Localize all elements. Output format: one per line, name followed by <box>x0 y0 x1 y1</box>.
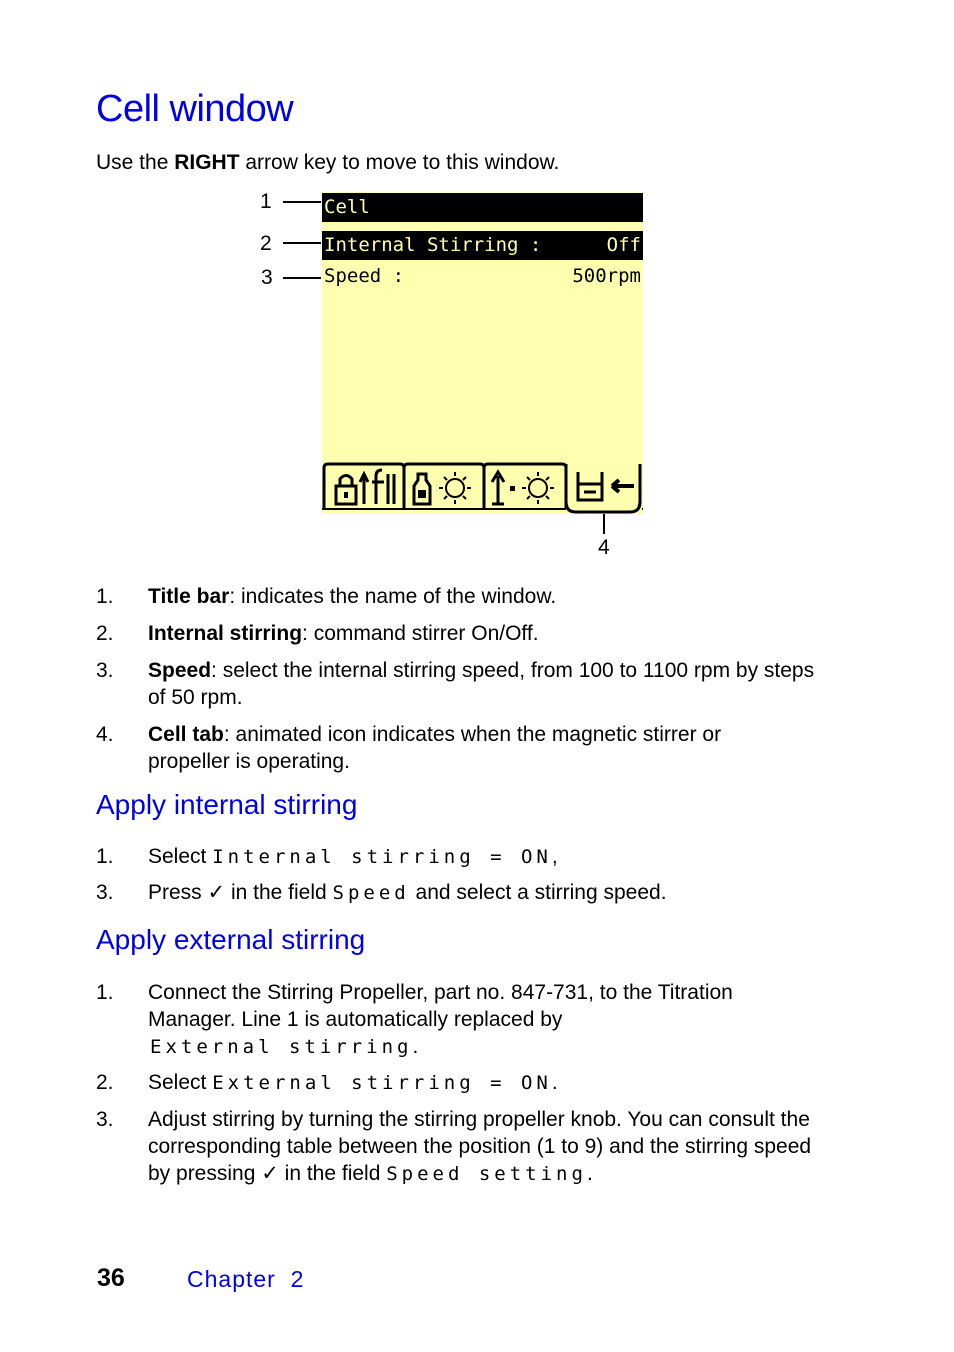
lcd-row2-value: 500rpm <box>572 265 641 287</box>
callout-1-line <box>283 201 321 203</box>
legend-item <box>148 583 828 610</box>
legend-num: 1. <box>96 585 114 608</box>
lcd-title-bar <box>322 193 643 222</box>
step-num: 2. <box>96 1071 114 1094</box>
lock-key-icon[interactable] <box>324 464 404 508</box>
step-pre: Connect the Stirring Propeller, part no. 847-731, to the Titration Manager. Line 1 is automatically replaced by <box>148 981 733 1031</box>
callout-3: 3 <box>261 266 273 289</box>
step-code: External stirring = ON <box>212 1072 552 1094</box>
step-post: and select a stirring speed. <box>409 881 667 904</box>
step-num: 3. <box>96 881 114 904</box>
cell-stirrer-icon[interactable] <box>566 464 642 512</box>
step-code: Internal stirring = ON <box>212 846 552 868</box>
step-num: 1. <box>96 845 114 868</box>
step-pre: Press ✓ in the field <box>148 881 333 904</box>
step-code: Speed <box>332 882 410 904</box>
chapter-label: Chapter 2 <box>187 1266 305 1292</box>
lcd-title: Cell <box>324 196 370 218</box>
callout-1: 1 <box>260 190 272 213</box>
step-item <box>148 1069 828 1097</box>
step-item <box>148 1106 828 1188</box>
page-title: Cell window <box>96 88 294 130</box>
legend-item <box>148 657 828 711</box>
step-pre: Select <box>148 1071 213 1094</box>
step-post: . <box>586 1162 593 1185</box>
legend-term: Title bar <box>148 585 230 608</box>
lcd-row1-value: Off <box>606 234 641 256</box>
lcd-row-internal-stirring[interactable] <box>322 231 643 260</box>
step-post: , <box>551 845 558 868</box>
step-item <box>148 843 828 871</box>
step-item <box>148 879 828 907</box>
legend-num: 4. <box>96 723 114 746</box>
step-item <box>148 979 788 1061</box>
arrow-sun-icon[interactable] <box>484 464 566 508</box>
lcd-row2-label: Speed : <box>324 265 405 287</box>
step-code: Speed setting <box>386 1163 587 1185</box>
callout-2-line <box>283 242 321 244</box>
step-code: External stirring <box>150 1036 413 1058</box>
section-heading-internal: Apply internal stirring <box>96 789 358 820</box>
legend-term: Speed <box>148 659 212 682</box>
intro-key: RIGHT <box>174 151 240 174</box>
lcd-screen <box>322 192 643 514</box>
legend-term: Cell tab <box>148 723 224 746</box>
step-pre: Adjust stirring by turning the stirring propeller knob. You can consult the corresponding table between the position (1 to 9) and the stirring speed by pressing ✓ in the field <box>148 1108 812 1185</box>
legend-term: Internal stirring <box>148 622 303 645</box>
legend-num: 3. <box>96 659 114 682</box>
legend-text: : select the internal stirring speed, from 100 to 1100 rpm by steps of 50 rpm. <box>148 659 815 709</box>
page-number: 36 <box>97 1264 125 1292</box>
callout-3-line <box>283 277 321 279</box>
intro-text <box>96 149 559 176</box>
legend-item <box>148 620 828 647</box>
legend-num: 2. <box>96 622 114 645</box>
step-num: 1. <box>96 981 114 1004</box>
lcd-tab-bar <box>322 462 643 514</box>
bottle-sun-icon[interactable] <box>404 464 484 508</box>
intro-pre: Use the <box>96 151 175 174</box>
callout-4: 4 <box>598 536 610 559</box>
step-post: . <box>412 1035 419 1058</box>
step-post: . <box>551 1071 558 1094</box>
step-pre: Select <box>148 845 213 868</box>
callout-2: 2 <box>260 232 272 255</box>
legend-text: : indicates the name of the window. <box>229 585 557 608</box>
legend-text: : animated icon indicates when the magnetic stirrer or propeller is operating. <box>148 723 722 773</box>
legend-text: : command stirrer On/Off. <box>302 622 539 645</box>
legend-item <box>148 721 788 775</box>
lcd-row1-label: Internal Stirring : <box>324 234 542 256</box>
step-num: 3. <box>96 1108 114 1131</box>
callout-4-line <box>603 514 605 534</box>
intro-post: arrow key to move to this window. <box>239 151 560 174</box>
lcd-row-speed[interactable] <box>322 262 643 291</box>
section-heading-external: Apply external stirring <box>96 924 366 955</box>
